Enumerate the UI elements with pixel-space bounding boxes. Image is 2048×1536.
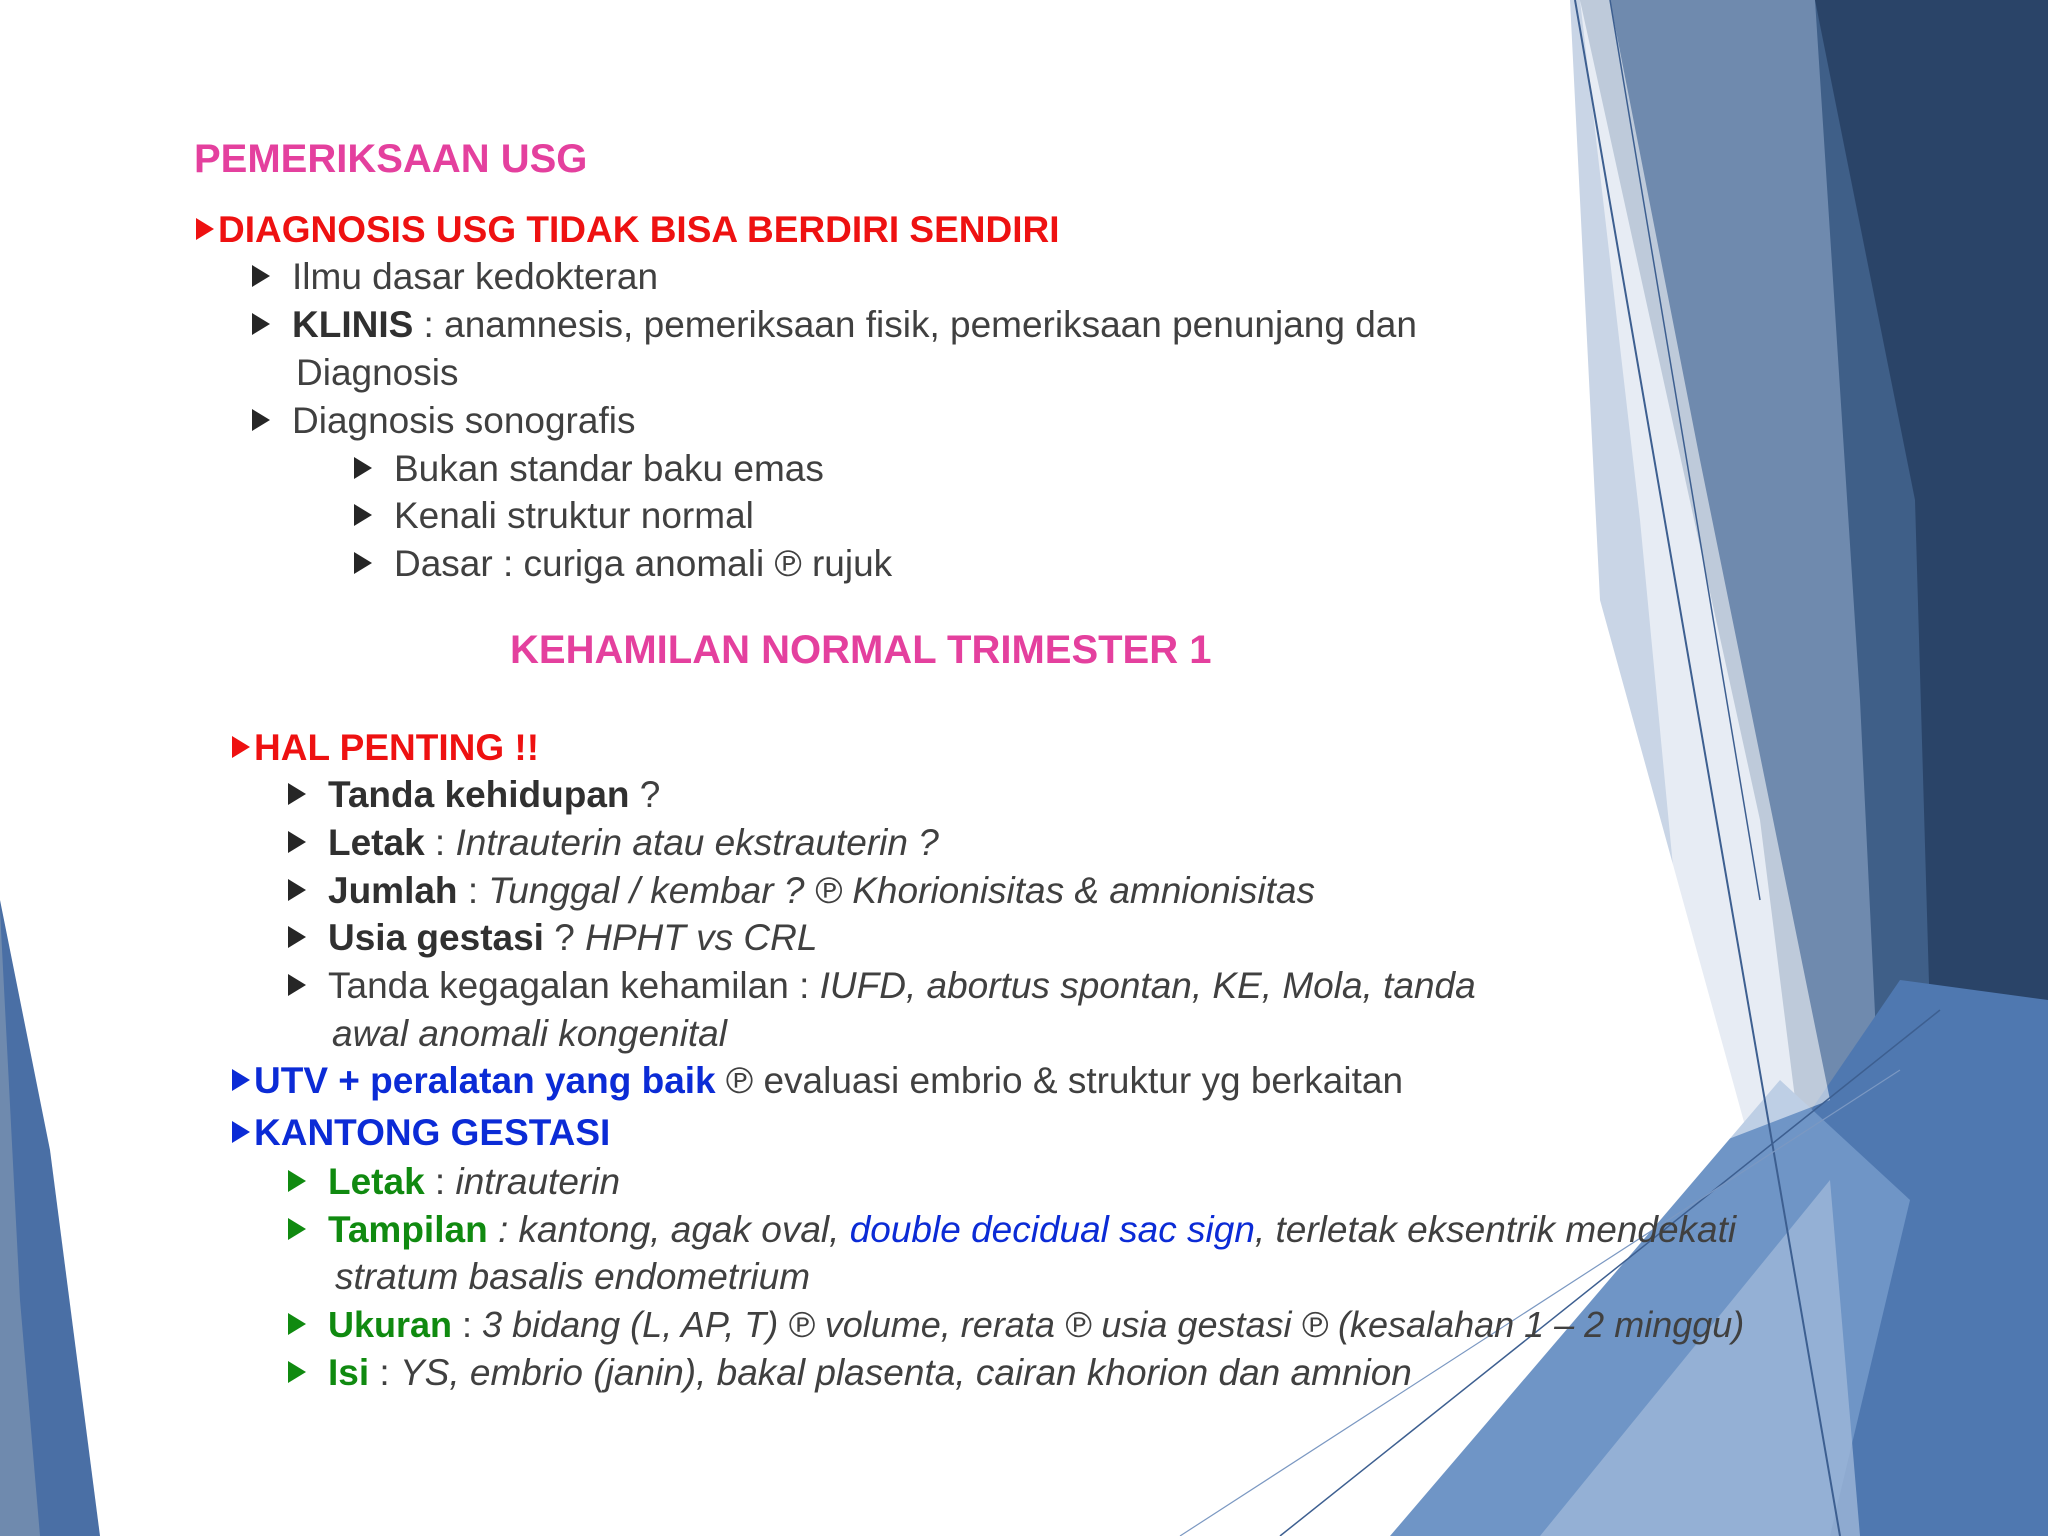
triangle-bullet-icon xyxy=(232,1121,250,1143)
section-title: KEHAMILAN NORMAL TRIMESTER 1 xyxy=(510,628,1212,672)
list-item xyxy=(252,255,658,299)
triangle-bullet-icon xyxy=(354,552,372,574)
triangle-bullet-icon xyxy=(288,1218,306,1240)
triangle-bullet-icon xyxy=(288,974,306,996)
item-text: intrauterin xyxy=(455,1161,621,1202)
item-text: HPHT vs CRL xyxy=(585,917,818,958)
triangle-bullet-icon xyxy=(354,457,372,479)
item-separator: ? xyxy=(543,917,586,958)
item-text: Intrauterin atau ekstrauterin ? xyxy=(455,822,939,863)
item-label: Isi xyxy=(328,1352,370,1393)
list-item xyxy=(288,1303,1744,1347)
list-item xyxy=(288,1160,620,1204)
triangle-bullet-icon xyxy=(288,879,306,901)
triangle-bullet-icon xyxy=(288,926,306,948)
heading-hal-penting xyxy=(232,726,539,770)
item-separator: : xyxy=(424,1161,456,1202)
item-text: 3 bidang (L, AP, T) ℗ volume, rerata ℗ usia gestasi ℗ (kesalahan 1 – 2 minggu) xyxy=(482,1304,1745,1345)
item-text-highlight: double decidual sac sign xyxy=(849,1209,1255,1250)
heading-text: DIAGNOSIS USG TIDAK BISA BERDIRI SENDIRI xyxy=(218,209,1060,250)
list-item-continuation: stratum basalis endometrium xyxy=(335,1256,811,1297)
item-separator: : xyxy=(424,822,456,863)
list-item xyxy=(288,916,817,960)
heading-kantong-gestasi xyxy=(232,1111,610,1155)
item-text: Tunggal / kembar ? ℗ Khorionisitas & amnionisitas xyxy=(488,870,1315,911)
item-label: Letak xyxy=(328,822,425,863)
list-item xyxy=(288,821,939,865)
triangle-bullet-icon xyxy=(288,1170,306,1192)
list-item xyxy=(252,303,1417,347)
list-item-text: Diagnosis sonografis xyxy=(292,400,636,441)
item-text-italic: IUFD, abortus spontan, KE, Mola, tanda xyxy=(819,965,1476,1006)
utv-text: ℗ evaluasi embrio & struktur yg berkaitan xyxy=(715,1060,1404,1101)
item-text: : kantong, agak oval, xyxy=(487,1209,850,1250)
list-item xyxy=(252,399,635,443)
heading-text: HAL PENTING !! xyxy=(254,727,540,768)
triangle-bullet-icon xyxy=(288,831,306,853)
triangle-bullet-icon xyxy=(232,1069,250,1091)
triangle-bullet-icon xyxy=(252,409,270,431)
item-text: , terletak eksentrik mendekati xyxy=(1254,1209,1737,1250)
item-text: Tanda kegagalan kehamilan : xyxy=(328,965,820,1006)
list-item xyxy=(288,1351,1412,1395)
list-item xyxy=(288,773,660,817)
triangle-bullet-icon xyxy=(196,218,214,240)
item-separator: : xyxy=(452,1304,483,1345)
item-text: ? xyxy=(629,774,661,815)
list-item xyxy=(288,964,1476,1008)
item-label: Tanda kehidupan xyxy=(328,774,630,815)
sub-list-item xyxy=(354,447,824,491)
triangle-bullet-icon xyxy=(288,1361,306,1383)
item-label: Jumlah xyxy=(328,870,458,911)
sub-list-item xyxy=(354,542,892,586)
utv-label: UTV + peralatan yang baik xyxy=(254,1060,716,1101)
sub-list-item-text: Kenali struktur normal xyxy=(394,495,754,536)
triangle-bullet-icon xyxy=(354,504,372,526)
list-item-text: : anamnesis, pemeriksaan fisik, pemeriksaan penunjang dan xyxy=(413,304,1417,345)
triangle-bullet-icon xyxy=(232,736,250,758)
item-label: Tampilan xyxy=(328,1209,488,1250)
sub-list-item-text: Bukan standar baku emas xyxy=(394,448,824,489)
sub-list-item-text: Dasar : curiga anomali ℗ rujuk xyxy=(394,543,893,584)
triangle-bullet-icon xyxy=(288,783,306,805)
section-title: PEMERIKSAAN USG xyxy=(194,137,588,181)
list-item xyxy=(288,869,1315,913)
klinis-label: KLINIS xyxy=(292,304,414,345)
sub-list-item xyxy=(354,494,754,538)
triangle-bullet-icon xyxy=(252,265,270,287)
heading-utv xyxy=(232,1059,1403,1103)
list-item-continuation: Diagnosis xyxy=(296,352,459,393)
item-separator: : xyxy=(369,1352,400,1393)
list-item-text: Ilmu dasar kedokteran xyxy=(292,256,659,297)
item-label: Letak xyxy=(328,1161,425,1202)
item-label: Usia gestasi xyxy=(328,917,544,958)
item-label: Ukuran xyxy=(328,1304,453,1345)
list-item-continuation: awal anomali kongenital xyxy=(332,1013,727,1054)
triangle-bullet-icon xyxy=(252,313,270,335)
item-text: YS, embrio (janin), bakal plasenta, cairan khorion dan amnion xyxy=(399,1352,1412,1393)
list-item xyxy=(288,1208,1736,1252)
heading-text: KANTONG GESTASI xyxy=(254,1112,611,1153)
heading-diagnosis xyxy=(196,208,1059,252)
item-separator: : xyxy=(457,870,489,911)
triangle-bullet-icon xyxy=(288,1313,306,1335)
